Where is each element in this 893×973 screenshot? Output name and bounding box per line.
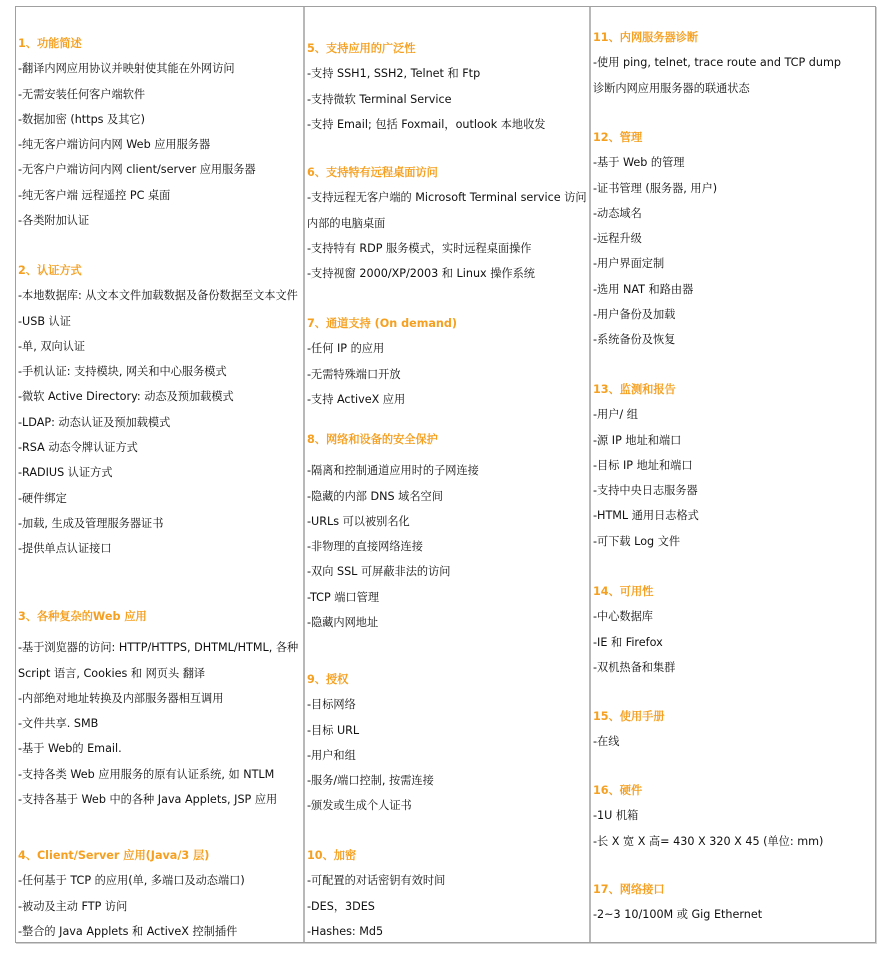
section [593, 377, 875, 554]
feature-item: -隐藏内网地址 [307, 616, 379, 630]
feature-item: -文件共享. SMB [18, 717, 99, 731]
feature-item: -LDAP: 动态认证及预加载模式 [18, 415, 171, 429]
feature-item: -2~3 10/100M 或 Gig Ethernet [593, 908, 763, 922]
feature-item: -任何基于 TCP 的应用(单, 多端口及动态端口) [18, 874, 245, 888]
feature-item: -用户/ 组 [593, 408, 638, 422]
section-title: 9、授权 [307, 673, 349, 686]
feature-item: -RADIUS 认证方式 [18, 466, 113, 480]
feature-item: -隐藏的内部 DNS 域名空间 [307, 489, 443, 503]
feature-item: -加载, 生成及管理服务器证书 [18, 516, 164, 530]
feature-item: -TCP 端口管理 [307, 590, 380, 604]
feature-item: -单, 双向认证 [18, 339, 86, 353]
feature-item: -双机热备和集群 [593, 660, 676, 674]
feature-item: -纯无客户端 远程遥控 PC 桌面 [18, 188, 171, 202]
feature-item: -颁发或生成个人证书 [307, 799, 412, 813]
feature-item: -HTML 通用日志格式 [593, 509, 699, 523]
section-title: 2、认证方式 [18, 264, 82, 277]
feature-item: -目标 IP 地址和端口 [593, 458, 693, 472]
feature-item: -被动及主动 FTP 访问 [18, 899, 128, 913]
section-title: 15、使用手册 [593, 710, 665, 723]
feature-item: -Hashes: Md5 [307, 924, 384, 938]
feature-item: -本地数据库: 从文本文件加载数据及备份数据至文本文件 [18, 289, 298, 303]
feature-item: -用户备份及加载 [593, 308, 676, 322]
feature-item: 诊断内网应用服务器的联通状态 [593, 81, 750, 95]
feature-item: -中心数据库 [593, 610, 653, 624]
feature-item: -支持视窗 2000/XP/2003 和 Linux 操作系统 [307, 267, 535, 281]
feature-item: -基于 Web 的管理 [593, 156, 685, 170]
feature-item: -非物理的直接网络连接 [307, 540, 423, 554]
section [307, 427, 587, 635]
column-2 [303, 7, 589, 942]
feature-item: -微软 Active Directory: 动态及预加载模式 [18, 390, 234, 404]
section-title: 13、监测和报告 [593, 383, 676, 396]
feature-item: -无需安装任何客户端软件 [18, 87, 146, 101]
feature-item: -硬件绑定 [18, 491, 67, 505]
feature-item: -支持 Email; 包括 Foxmail，outlook 本地收发 [307, 117, 546, 131]
feature-item: -无需特殊端口开放 [307, 367, 401, 381]
column-1 [16, 7, 301, 942]
feature-item: -可下载 Log 文件 [593, 534, 681, 548]
section-title: 12、管理 [593, 131, 643, 144]
feature-item: -在线 [593, 735, 620, 749]
feature-item: -用户界面定制 [593, 257, 665, 271]
feature-item: -DES，3DES [307, 899, 375, 913]
section-title: 16、硬件 [593, 784, 643, 797]
feature-item: -服务/端口控制, 按需连接 [307, 774, 434, 788]
feature-item: -URLs 可以被别名化 [307, 514, 410, 528]
section [593, 125, 875, 353]
section-title: 5、支持应用的广泛性 [307, 42, 416, 55]
section-title: 11、内网服务器诊断 [593, 31, 699, 44]
feature-item: -支持远程无客户端的 Microsoft Terminal service 访问内部的电脑桌面 [307, 191, 587, 230]
section-title: 1、功能简述 [18, 37, 82, 50]
feature-item: -纯无客户端访问内网 Web 应用服务器 [18, 138, 211, 152]
feature-item: -可配置的对话密钥有效时间 [307, 874, 446, 888]
feature-item: -动态域名 [593, 206, 642, 220]
feature-item: -源 IP 地址和端口 [593, 433, 682, 447]
section [18, 31, 299, 233]
feature-item: -RSA 动态令牌认证方式 [18, 441, 138, 455]
feature-item: -支持中央日志服务器 [593, 484, 698, 498]
feature-item: -翻译内网应用协议并映射使其能在外网访问 [18, 62, 235, 76]
section [307, 667, 587, 819]
feature-item: -支持微软 Terminal Service [307, 92, 452, 106]
feature-item: -IE 和 Firefox [593, 635, 663, 649]
feature-item: -长 X 宽 X 高= 430 X 320 X 45 (单位: mm) [593, 834, 824, 848]
column-3 [589, 7, 877, 942]
feature-item: -任何 IP 的应用 [307, 342, 385, 356]
feature-item: -用户和组 [307, 748, 356, 762]
section [593, 877, 875, 928]
section-title: 4、Client/Server 应用(Java/3 层) [18, 849, 210, 862]
feature-item: -1U 机箱 [593, 809, 639, 823]
feature-item: -隔离和控制通道应用时的子网连接 [307, 464, 479, 478]
feature-item: -基于 Web的 Email. [18, 742, 122, 756]
section [593, 778, 875, 854]
feature-item: -远程升级 [593, 232, 642, 246]
feature-item: -证书管理 (服务器, 用户) [593, 181, 718, 195]
feature-item: -手机认证: 支持模块, 网关和中心服务模式 [18, 365, 227, 379]
section-title: 10、加密 [307, 849, 357, 862]
feature-item: -数据加密 (https 及其它) [18, 112, 145, 126]
feature-item: -支持 SSH1, SSH2, Telnet 和 Ftp [307, 67, 481, 81]
feature-item: -整合的 Java Applets 和 ActiveX 控制插件 [18, 924, 238, 938]
section-title: 14、可用性 [593, 585, 654, 598]
section [593, 25, 875, 101]
feature-item: -双向 SSL 可屏蔽非法的访问 [307, 565, 451, 579]
section [18, 258, 299, 562]
feature-item: -支持特有 RDP 服务模式，实时远程桌面操作 [307, 241, 532, 255]
section [593, 579, 875, 680]
section [18, 604, 299, 812]
section [307, 843, 587, 944]
feature-item: -提供单点认证接口 [18, 542, 112, 556]
feature-item: -目标网络 [307, 698, 356, 712]
section-title: 6、支持特有远程桌面访问 [307, 166, 438, 179]
feature-item: -各类附加认证 [18, 214, 90, 228]
section [593, 704, 875, 755]
feature-item: -内部绝对地址转换及内部服务器相互调用 [18, 691, 224, 705]
feature-item: -目标 URL [307, 723, 360, 737]
section-title: 3、各种复杂的Web 应用 [18, 610, 147, 623]
feature-item: -支持各基于 Web 中的各种 Java Applets, JSP 应用 [18, 793, 278, 807]
feature-item: -无客户户端访问内网 client/server 应用服务器 [18, 163, 256, 177]
feature-table [15, 6, 876, 943]
feature-item: -支持各类 Web 应用服务的原有认证系统, 如 NTLM [18, 767, 275, 781]
feature-item: -支持 ActiveX 应用 [307, 392, 406, 406]
section [307, 160, 587, 286]
section [307, 36, 587, 137]
feature-item: -基于浏览器的访问: HTTP/HTTPS, DHTML/HTML, 各种 Script 语言, Cookies 和 网页头 翻译 [18, 641, 299, 680]
feature-item: -USB 认证 [18, 314, 71, 328]
feature-item: -选用 NAT 和路由器 [593, 282, 694, 296]
section [18, 843, 299, 944]
feature-item: -系统备份及恢复 [593, 333, 676, 347]
feature-item: -使用 ping, telnet, trace route and TCP dump [593, 56, 841, 70]
section [307, 311, 587, 412]
section-title: 7、通道支持 (On demand) [307, 317, 457, 330]
section-title: 8、网络和设备的安全保护 [307, 433, 438, 446]
section-title: 17、网络接口 [593, 883, 665, 896]
